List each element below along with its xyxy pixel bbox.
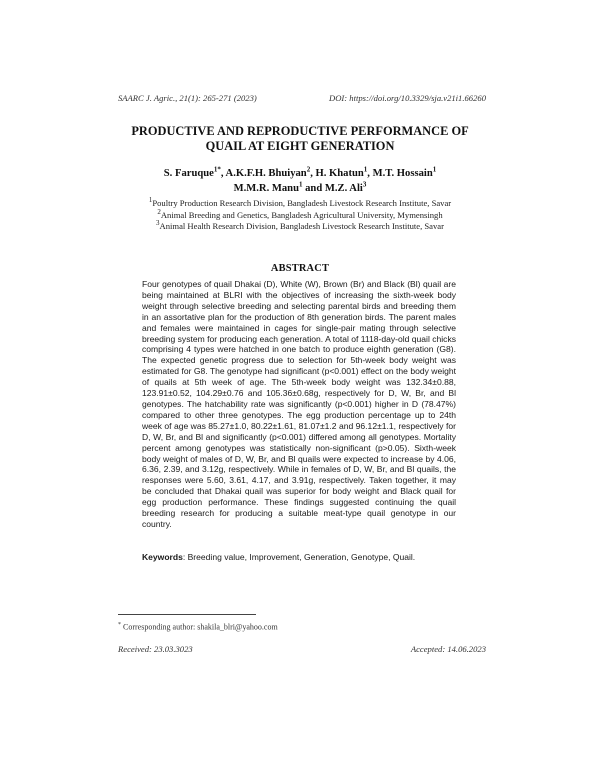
author-sup: 2 — [306, 165, 311, 174]
journal-reference: SAARC J. Agric., 21(1): 265-271 (2023) — [118, 93, 257, 103]
author-name: M.T. Hossain — [372, 168, 433, 179]
author-sup: 1* — [213, 165, 221, 174]
affiliation-2 — [0, 207, 600, 222]
affiliation-3 — [0, 221, 600, 233]
title-line-2: QUAIL AT EIGHT GENERATION — [205, 139, 395, 153]
footnote-text: Corresponding author: shakila_blri@yahoo.com — [121, 622, 278, 632]
corresponding-author-footnote — [118, 622, 278, 632]
footnote-mark: * — [118, 622, 121, 628]
author-line-2 — [0, 181, 600, 196]
affiliation-sup: 3 — [156, 219, 160, 228]
keywords — [142, 552, 462, 563]
title-line-1: PRODUCTIVE AND REPRODUCTIVE PERFORMANCE OF — [131, 124, 469, 138]
affiliations — [0, 198, 600, 233]
doi-reference: DOI: https://doi.org/10.3329/sja.v21i1.66260 — [329, 93, 486, 103]
authors-conjunction: and — [305, 183, 323, 194]
author-sup: 3 — [362, 180, 367, 189]
author-name: A.K.F.H. Bhuiyan — [225, 168, 307, 179]
paper-title — [0, 124, 600, 154]
author-sup: 1 — [432, 165, 437, 174]
accepted-date: Accepted: 14.06.2023 — [410, 644, 486, 654]
footnote-divider — [118, 614, 256, 615]
affiliation-text: Animal Health Research Division, Bangladesh Livestock Research Institute, Savar — [159, 221, 444, 231]
keywords-text: : Breeding value, Improvement, Generation, Genotype, Quail. — [182, 552, 416, 562]
author-name: M.Z. Ali — [324, 183, 363, 194]
affiliation-sup: 1 — [148, 196, 153, 205]
author-name: S. Faruque — [163, 168, 214, 179]
author-list — [0, 166, 600, 196]
abstract-heading: ABSTRACT — [270, 263, 330, 274]
abstract-body: Four genotypes of quail Dhakai (D), White (W), Brown (Br) and Black (Bl) quail are being maintained at BLRI with the objectives of increasing the sixth-week body weight through selective breeding and selecting parental birds and breeding them in an assortative plan for the production of 8th generation birds. The parent males and females were maintained in cages for single-pair mating through selective breeding system for producing each generation. A total of 1118-day-old quail chicks comprising 4 types were hatched in one batch to produce eighth generation (G8). The expected genetic progress due to selection for 5th-week body weight was estimated for G8. The genotype had significant (p<0.001) effect on the body weight of quails at 5th week of age. The 5th-week body weight was 132.34±0.88, 123.91±0.52, 104.29±0.76 and 105.36±0.68g, respectively for D, W, Br, and Bl genotypes. The hatchability rate was significantly (p<0.001) higher in D (78.47%) compared to other three genotypes. The egg production percentage up to 24th week of age was 85.27±1.0, 80.22±1.61, 81.07±1.2 and 96.12±1.1, respectively for D, W, Br, and Bl and significantly (p<0.001) differed among all genotypes. Mortality percent among genotypes was statistically non-significant (p>0.05). Sixth-week body weight of males of D, W, Br, and Bl quails were expected to increase by 4.06, 6.36, 2.39, and 3.12g, respectively. While in females of D, W, Br, and Bl quails, the responses were 5.60, 3.61, 4.17, and 3.91g, respectively. Taken together, it may be concluded that Dhakai quail was superior for body weight and Black quail for egg production performance. These findings suggested continuing the quail breeding research for producing a suitable meat-type quail genotype in our country. — [142, 279, 456, 529]
author-sup: 1 — [298, 180, 303, 189]
affiliation-text: Animal Breeding and Genetics, Bangladesh Agricultural University, Mymensingh — [160, 209, 443, 220]
keywords-label: Keywords — [142, 552, 183, 562]
author-line-1: S. Faruque$^{1*}$, A.K.F.H. Bhuiyan$^2$, H. Khatun$^1$, M.T. Hossain$^1$ — [163, 165, 437, 179]
author-name: H. Khatun — [315, 168, 364, 179]
received-date: Received: 23.03.3023 — [118, 644, 193, 654]
author-sup: 1 — [363, 165, 368, 174]
affiliation-text: Poultry Production Research Division, Bangladesh Livestock Research Institute, Savar — [152, 198, 452, 208]
affiliation-1 — [0, 198, 600, 210]
affiliation-sup: 2 — [157, 207, 161, 216]
author-name: M.M.R. Manu — [233, 183, 299, 194]
